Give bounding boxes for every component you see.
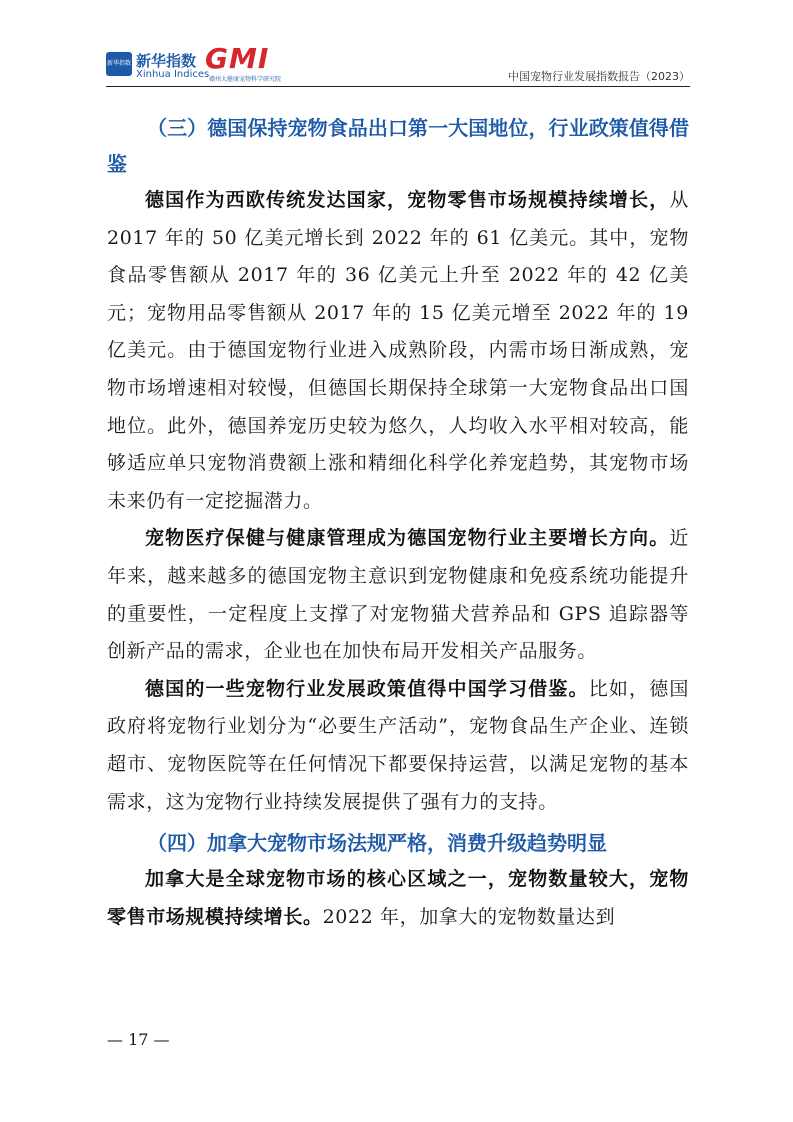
paragraph-lead: 加拿大是全球宠物市场的核心区域之一，宠物数量较大，宠物零售市场规模持续增长。 bbox=[107, 868, 689, 928]
gmi-logo-letters: GMI bbox=[205, 42, 270, 75]
section-heading-germany: （三）德国保持宠物食品出口第一大国地位，行业政策值得借鉴 bbox=[107, 116, 689, 176]
page-body bbox=[107, 110, 689, 936]
report-title: 中国宠物行业发展指数报告（2023） bbox=[508, 70, 690, 83]
page-number: — 17 — bbox=[107, 1030, 170, 1049]
header-divider bbox=[106, 86, 690, 87]
page-header bbox=[106, 44, 690, 88]
paragraph-body: 比如，德国政府将宠物行业划分为“必要生产活动”，宠物食品生产企业、连锁超市、宠物医院等在任何情况下都要保持运营，以满足宠物的基本需求，这为宠物行业持续发展提供了强有力的支持。 bbox=[107, 677, 689, 813]
section-heading-canada: （四）加拿大宠物市场法规严格，消费升级趋势明显 bbox=[147, 831, 607, 856]
xinhua-logo-mark: 新华指数 bbox=[106, 52, 132, 76]
gmi-logo-subtitle: 赣州大健康宠物科学研究院 bbox=[209, 76, 282, 83]
gmi-logo bbox=[205, 42, 295, 84]
paragraph-lead: 宠物医疗保健与健康管理成为德国宠物行业主要增长方向。 bbox=[145, 527, 670, 550]
paragraph-body: 近年来，越来越多的德国宠物主意识到宠物健康和免疫系统功能提升的重要性，一定程度上支撑了对宠物猫犬营养品和 GPS 追踪器等创新产品的需求，企业也在加快布局开发相关产品服务。 bbox=[107, 527, 689, 663]
paragraph-body: 从 2017 年的 50 亿美元增长到 2022 年的 61 亿美元。其中，宠物食品零售额从 2017 年的 36 亿美元上升至 2022 年的 42 亿美元；宠物用品零售额从 2017 年的 15 亿美元增至 2022 年的 19 亿美元。由于德国宠物行业进入成熟阶段，内需市场日渐成熟，宠物市场增速相对较慢，但德国长期保持全球第一大宠物食品出口国地位。此外，德国养宠历史较为悠久，人均收入水平相对较高，能够适应单只宠物消费额上涨和精细化科学化养宠趋势，其宠物市场未来仍有一定挖掘潜力。 bbox=[107, 189, 689, 512]
paragraph-body: 2022 年，加拿大的宠物数量达到 bbox=[322, 905, 616, 928]
paragraph-lead: 德国的一些宠物行业发展政策值得中国学习借鉴。 bbox=[145, 677, 589, 700]
paragraph-germany-market bbox=[107, 182, 689, 520]
xinhua-indices-logo bbox=[106, 50, 210, 86]
paragraph-germany-policy bbox=[107, 671, 689, 821]
paragraph-germany-health bbox=[107, 520, 689, 670]
xinhua-logo-en: Xinhua Indices bbox=[136, 69, 210, 80]
paragraph-lead: 德国作为西欧传统发达国家，宠物零售市场规模持续增长， bbox=[145, 189, 670, 211]
xinhua-logo-cn: 新华指数 bbox=[136, 52, 197, 70]
paragraph-canada-market bbox=[107, 861, 689, 936]
